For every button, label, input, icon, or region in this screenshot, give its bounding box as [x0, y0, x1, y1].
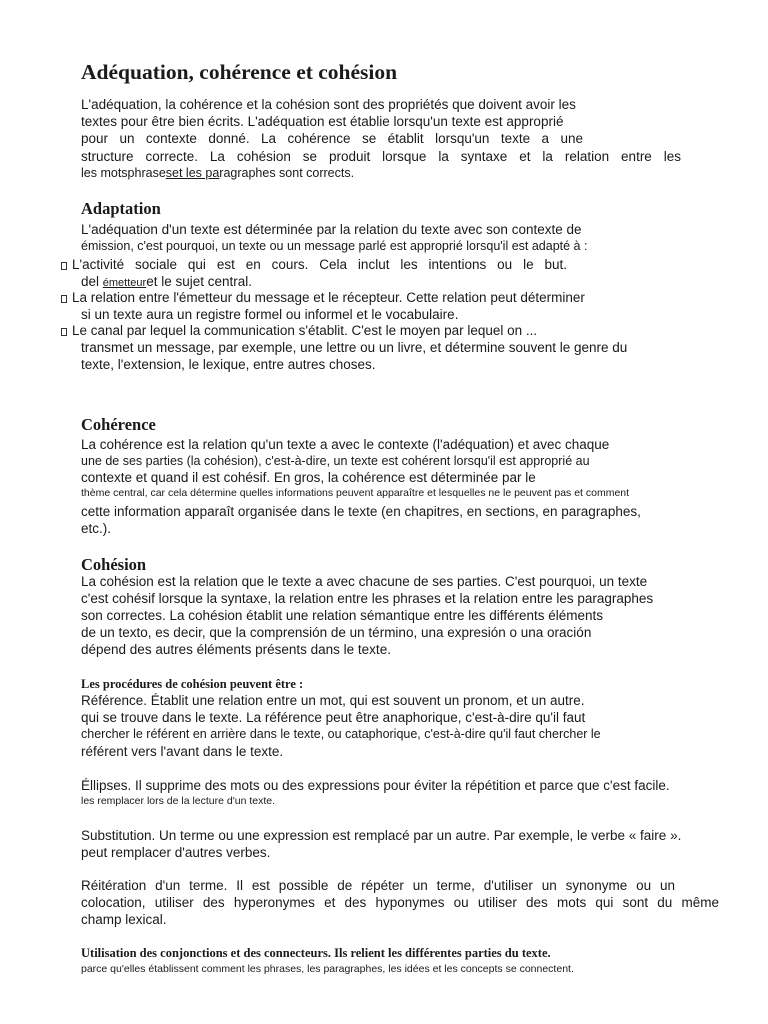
conjunctions-text: parce qu'elles établissent comment les phrases, les paragraphes, les idées et les concepts se connectent. [81, 963, 574, 975]
bullet-square-icon [61, 295, 67, 303]
cohesion-heading: Cohésion [81, 555, 147, 574]
coherence-line-3: contexte et quand il est cohésif. En gros, la cohérence est déterminée par le [81, 470, 536, 485]
bullet-square-icon [61, 262, 67, 270]
conjunctions-heading: Utilisation des conjonctions et des connecteurs. Ils relient les différentes parties du texte. [81, 946, 551, 960]
adaptation-bullet-2: La relation entre l'émetteur du message et le récepteur. Cette relation peut déterminer [72, 290, 585, 305]
coherence-line-1: La cohérence est la relation qu'un texte a avec le contexte (l'adéquation) et avec chaque [81, 437, 610, 452]
substitution-line-2: peut remplacer d'autres verbes. [81, 845, 271, 860]
reference-line-3: chercher le référent en arrière dans le texte, ou cataphorique, c'est-à-dire qu'il faut chercher le [81, 727, 601, 741]
adaptation-para-line-1: L'adéquation d'un texte est déterminée par la relation du texte avec son contexte de [81, 222, 582, 237]
cohesion-line-2: c'est cohésif lorsque la syntaxe, la relation entre les phrases et la relation entre les paragraphes [81, 591, 654, 606]
coherence-line-2: une de ses parties (la cohésion), c'est-à-dire, un texte est cohérent lorsqu'il est approprié au [81, 454, 590, 468]
adaptation-heading: Adaptation [81, 199, 161, 218]
adaptation-para-line-2: émission, c'est pourquoi, un texte ou un message parlé est approprié lorsqu'il est adapté à : [81, 239, 588, 253]
intro-line-2: textes pour être bien écrits. L'adéquation est établie lorsqu'un texte est approprié [81, 114, 564, 129]
coherence-line-4: thème central, car cela détermine quelles informations peuvent apparaître et lesquelles ne le peuvent pas et comment [81, 487, 630, 499]
reference-line-1: Référence. Établit une relation entre un mot, qui est souvent un pronom, et un autre. [81, 693, 585, 708]
cohesion-line-3: son correctes. La cohésion établit une relation sémantique entre les différents éléments [81, 608, 604, 623]
procedures-heading: Les procédures de cohésion peuvent être : [81, 677, 304, 691]
ellipse-line-1: Éllipses. Il supprime des mots ou des expressions pour éviter la répétition et parce que c'est facile. [81, 778, 670, 793]
reference-line-4: référent vers l'avant dans le texte. [81, 744, 284, 759]
adaptation-bullet-1: L'activité sociale qui est en cours. Cela inclut les intentions ou le but. [72, 257, 567, 272]
adaptation-bullet-1-cont: del émetteuret le sujet central. [81, 274, 253, 289]
adaptation-bullet-3-cont: transmet un message, par exemple, une lettre ou un livre, et détermine souvent le genre du [81, 340, 628, 355]
ellipse-line-2: les remplacer lors de la lecture d'un texte. [81, 795, 276, 807]
reiteration-line-3: champ lexical. [81, 912, 167, 927]
coherence-heading: Cohérence [81, 415, 156, 434]
adaptation-bullet-3-cont-2: texte, l'extension, le lexique, entre autres choses. [81, 357, 376, 372]
intro-line-3: pour un contexte donné. La cohérence se établit lorsqu'un texte a une [81, 131, 583, 146]
cohesion-line-4: de un texto, es decir, que la comprensión de un término, una expresión o una oración [81, 625, 592, 640]
reference-line-2: qui se trouve dans le texte. La référence peut être anaphorique, c'est-à-dire qu'il faut [81, 710, 586, 725]
adaptation-bullet-3: Le canal par lequel la communication s'établit. C'est le moyen par lequel on ... [72, 323, 538, 338]
reiteration-line-2: colocation, utiliser des hyperonymes et des hyponymes ou utiliser des mots qui sont du même [81, 895, 719, 910]
substitution-line-1: Substitution. Un terme ou une expression est remplacé par un autre. Par exemple, le verbe « faire ». [81, 828, 682, 843]
adaptation-bullet-2-cont: si un texte aura un registre formel ou informel et le vocabulaire. [81, 307, 459, 322]
intro-line-5: les motsphraseset les paragraphes sont corrects. [81, 166, 355, 180]
page-title: Adéquation, cohérence et cohésion [81, 60, 398, 84]
coherence-line-6: etc.). [81, 521, 112, 536]
bullet-square-icon [61, 328, 67, 336]
intro-line-1: L'adéquation, la cohérence et la cohésion sont des propriétés que doivent avoir les [81, 97, 576, 112]
reiteration-line-1: Réitération d'un terme. Il est possible de répéter un terme, d'utiliser un synonyme ou un [81, 878, 675, 893]
cohesion-line-1: La cohésion est la relation que le texte a avec chacune de ses parties. C'est pourquoi, un texte [81, 574, 648, 589]
coherence-line-5: cette information apparaît organisée dans le texte (en chapitres, en sections, en paragraphes, [81, 504, 641, 519]
intro-line-4: structure correcte. La cohésion se produit lorsque la syntaxe et la relation entre les [81, 149, 681, 164]
cohesion-line-5: dépend des autres éléments présents dans le texte. [81, 642, 391, 657]
